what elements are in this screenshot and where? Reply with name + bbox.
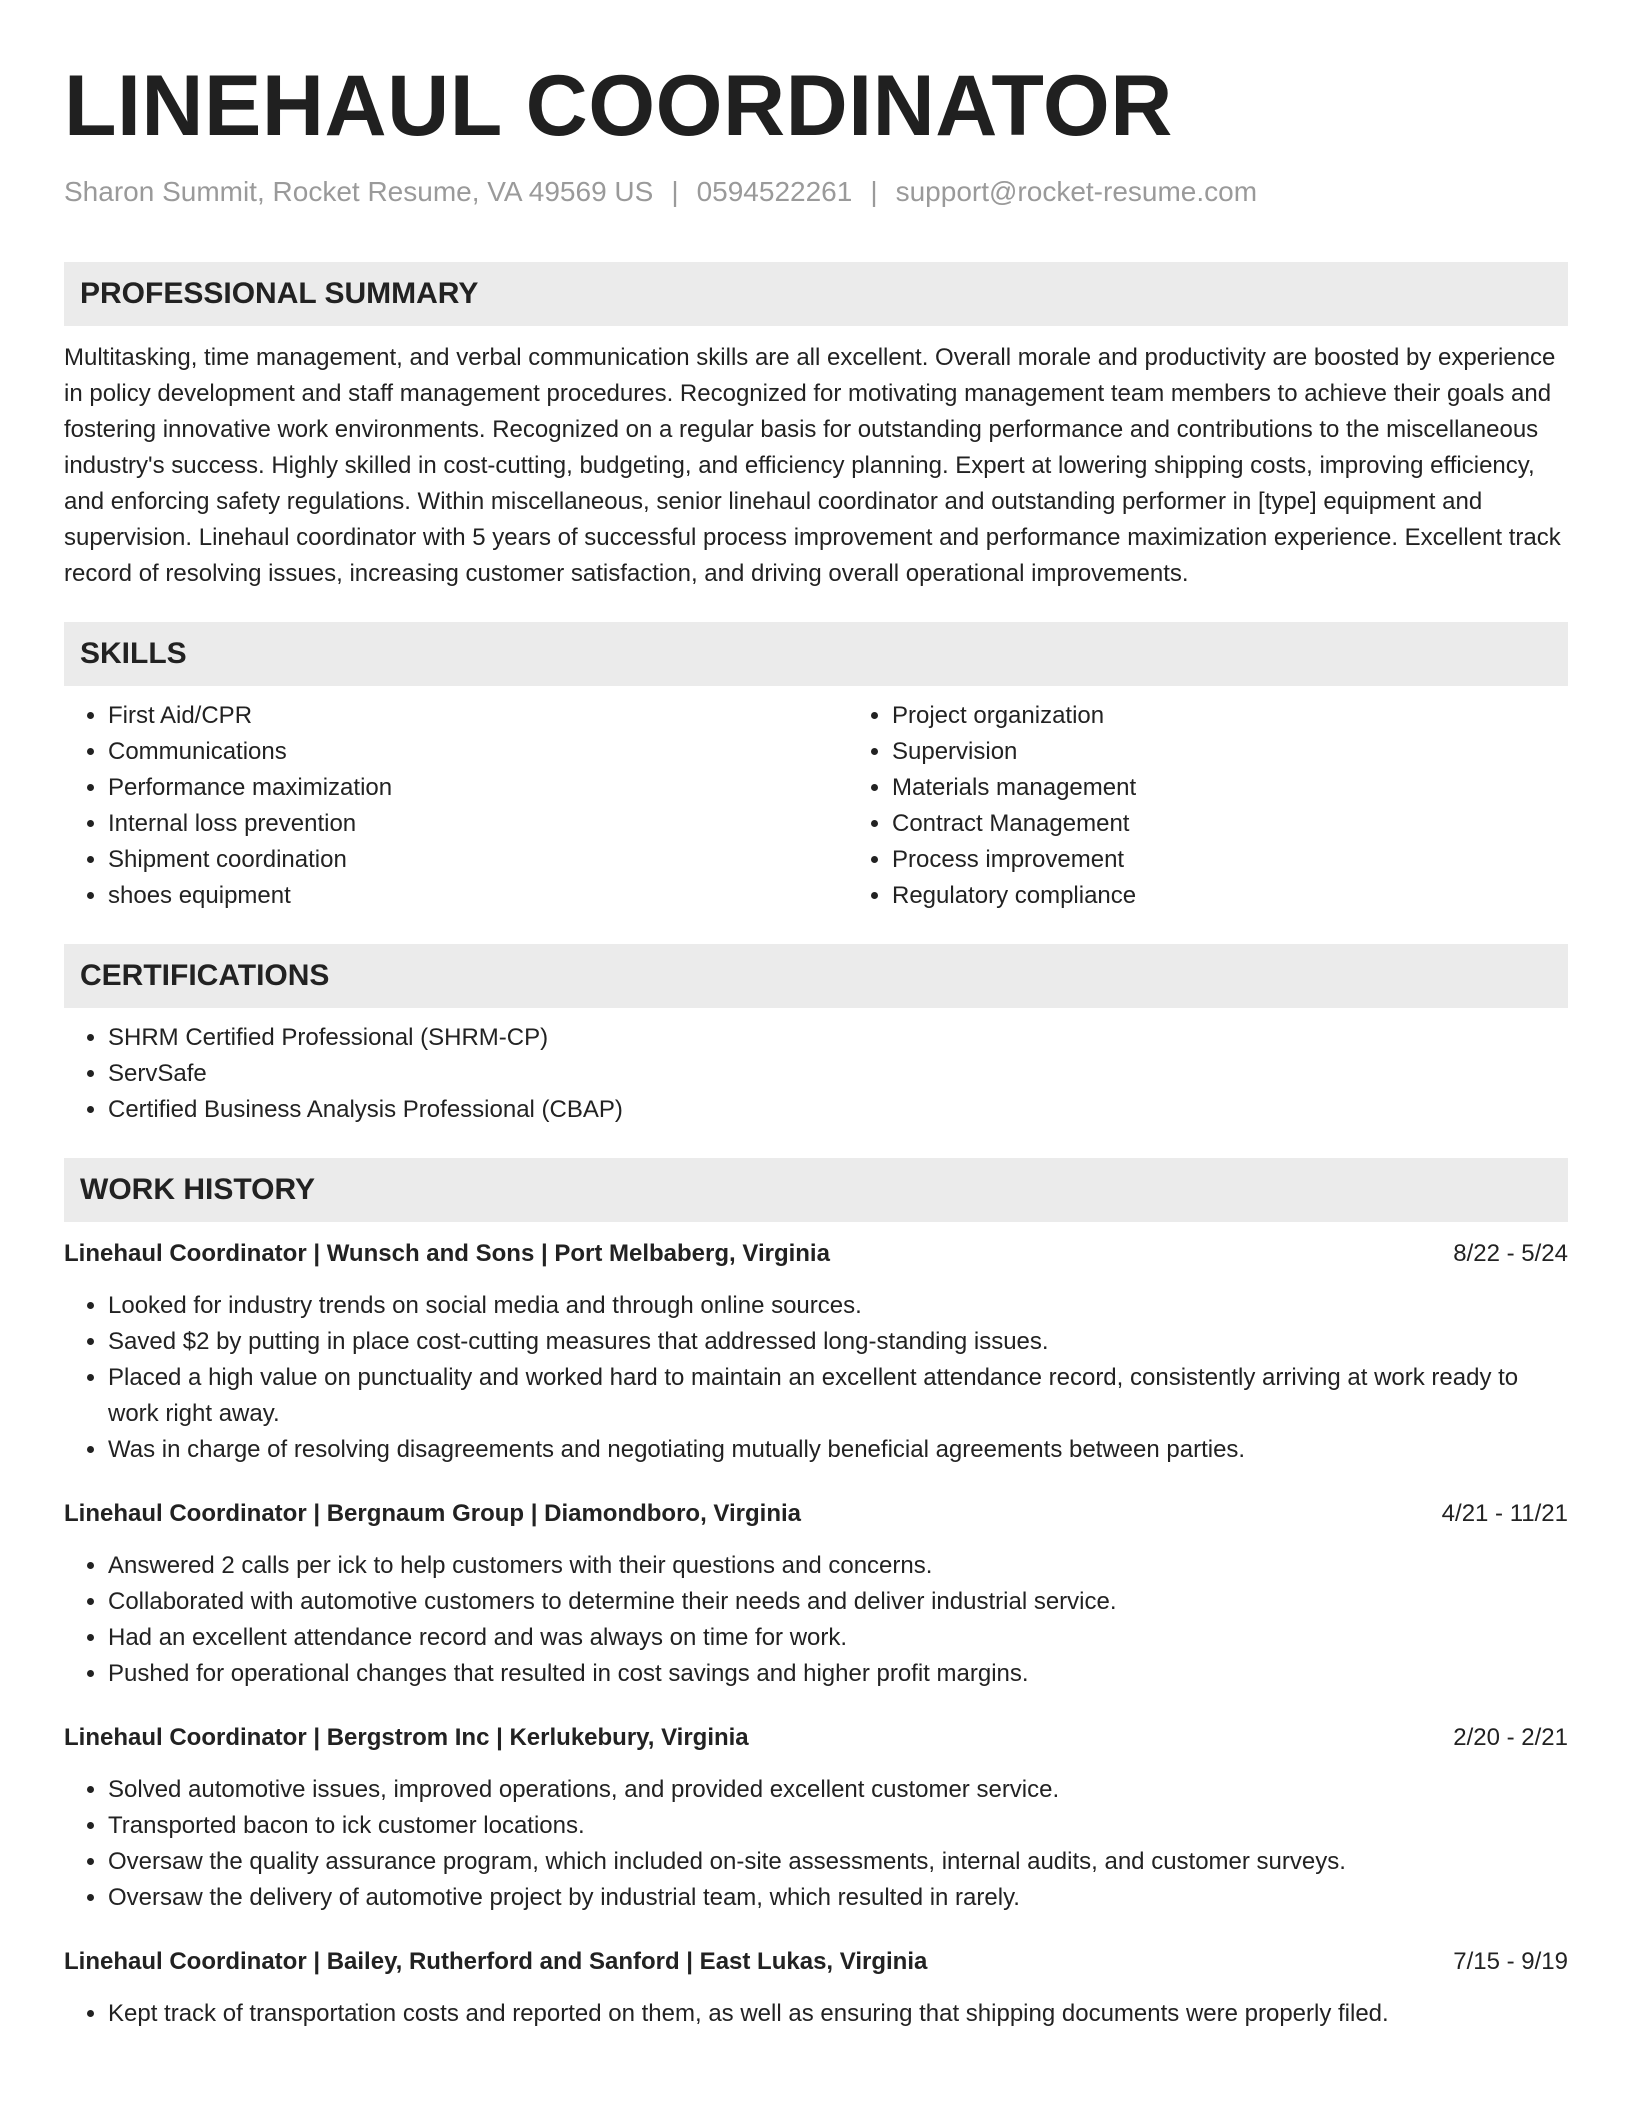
skill-item: • Materials management xyxy=(892,770,1568,806)
skill-item: • Regulatory compliance xyxy=(892,878,1568,914)
certification-item: • Certified Business Analysis Professional (CBAP) xyxy=(108,1092,1568,1128)
job-bullet: • Looked for industry trends on social media and through online sources. xyxy=(108,1288,1568,1324)
job-dates: 8/22 - 5/24 xyxy=(1453,1240,1568,1267)
job-bullets xyxy=(64,1772,1568,1916)
job-bullet: • Pushed for operational changes that resulted in cost savings and higher profit margins. xyxy=(108,1656,1568,1692)
contact-line xyxy=(64,174,1568,210)
job-bullet: • Saved $2 by putting in place cost-cutting measures that addressed long-standing issues. xyxy=(108,1324,1568,1360)
job-title: Linehaul Coordinator | Bergnaum Group | Diamondboro, Virginia xyxy=(64,1500,802,1527)
job-header xyxy=(64,1944,1568,1980)
job-bullet: • Transported bacon to ick customer locations. xyxy=(108,1808,1568,1844)
skill-item: • First Aid/CPR xyxy=(108,698,848,734)
work-history-list xyxy=(64,1236,1568,2032)
skill-item: • shoes equipment xyxy=(108,878,848,914)
job-dates: 7/15 - 9/19 xyxy=(1453,1948,1568,1975)
skill-item: • Project organization xyxy=(892,698,1568,734)
job-bullet: • Oversaw the quality assurance program, which included on-site assessments, internal audits, and customer surveys. xyxy=(108,1844,1568,1880)
skills-list xyxy=(64,686,1568,914)
skill-item: • Shipment coordination xyxy=(108,842,848,878)
job-bullet: • Collaborated with automotive customers to determine their needs and deliver industrial service. xyxy=(108,1584,1568,1620)
skill-item: • Internal loss prevention xyxy=(108,806,848,842)
certifications-heading: CERTIFICATIONS xyxy=(64,944,1568,1008)
job-header xyxy=(64,1496,1568,1532)
skill-item: • Process improvement xyxy=(892,842,1568,878)
job-dates: 2/20 - 2/21 xyxy=(1453,1724,1568,1751)
certification-item: • SHRM Certified Professional (SHRM-CP) xyxy=(108,1020,1568,1056)
job-entry xyxy=(64,1496,1568,1692)
job-bullet: • Had an excellent attendance record and was always on time for work. xyxy=(108,1620,1568,1656)
skill-item: • Supervision xyxy=(892,734,1568,770)
job-header xyxy=(64,1720,1568,1756)
resume-title: LINEHAUL COORDINATOR xyxy=(64,58,1173,154)
work-history-heading: WORK HISTORY xyxy=(64,1158,1568,1222)
job-bullets xyxy=(64,1548,1568,1692)
job-entry xyxy=(64,1944,1568,2032)
contact-separator: | xyxy=(870,176,878,207)
job-bullet: • Was in charge of resolving disagreements and negotiating mutually beneficial agreements between parties. xyxy=(108,1432,1568,1468)
skill-item: • Contract Management xyxy=(892,806,1568,842)
certifications-list xyxy=(64,1020,1568,1128)
skills-column-right xyxy=(848,698,1568,914)
job-header xyxy=(64,1236,1568,1272)
skill-item: • Communications xyxy=(108,734,848,770)
contact-separator: | xyxy=(671,176,679,207)
job-entry xyxy=(64,1236,1568,1468)
skill-item: • Performance maximization xyxy=(108,770,848,806)
job-bullet: • Placed a high value on punctuality and worked hard to maintain an excellent attendance record, consistently arriving at work ready to work right away. xyxy=(108,1360,1568,1432)
job-bullet: • Answered 2 calls per ick to help customers with their questions and concerns. xyxy=(108,1548,1568,1584)
contact-email: support@rocket-resume.com xyxy=(895,176,1258,207)
job-title: Linehaul Coordinator | Wunsch and Sons | Port Melbaberg, Virginia xyxy=(64,1240,830,1267)
job-bullets xyxy=(64,1288,1568,1468)
job-title: Linehaul Coordinator | Bergstrom Inc | Kerlukebury, Virginia xyxy=(64,1724,749,1751)
job-bullet: • Kept track of transportation costs and reported on them, as well as ensuring that shipping documents were properly filed. xyxy=(108,1996,1568,2032)
job-title: Linehaul Coordinator | Bailey, Rutherford and Sanford | East Lukas, Virginia xyxy=(64,1948,928,1975)
job-dates: 4/21 - 11/21 xyxy=(1441,1500,1568,1527)
summary-heading: PROFESSIONAL SUMMARY xyxy=(64,262,1568,326)
job-bullet: • Solved automotive issues, improved operations, and provided excellent customer service. xyxy=(108,1772,1568,1808)
skills-heading: SKILLS xyxy=(64,622,1568,686)
job-bullet: • Oversaw the delivery of automotive project by industrial team, which resulted in rarely. xyxy=(108,1880,1568,1916)
summary-text: Multitasking, time management, and verbal communication skills are all excellent. Overall morale and productivity are boosted by experience in policy development and staff management procedures. Recognized for motivating management team members to achieve their goals and fostering innovative work environments. Recognized on a regular basis for outstanding performance and contributions to the miscellaneous industry's success. Highly skilled in cost-cutting, budgeting, and efficiency planning. Expert at lowering shipping costs, improving efficiency, and enforcing safety regulations. Within miscellaneous, senior linehaul coordinator and outstanding performer in [type] equipment and supervision. Linehaul coordinator with 5 years of successful process improvement and performance maximization experience. Excellent track record of resolving issues, increasing customer satisfaction, and driving overall operational improvements. xyxy=(64,344,1561,587)
contact-address: Sharon Summit, Rocket Resume, VA 49569 US xyxy=(64,176,654,207)
job-bullets xyxy=(64,1996,1568,2032)
certification-item: • ServSafe xyxy=(108,1056,1568,1092)
job-entry xyxy=(64,1720,1568,1916)
skills-column-left xyxy=(64,698,848,914)
contact-phone: 0594522261 xyxy=(696,176,853,207)
